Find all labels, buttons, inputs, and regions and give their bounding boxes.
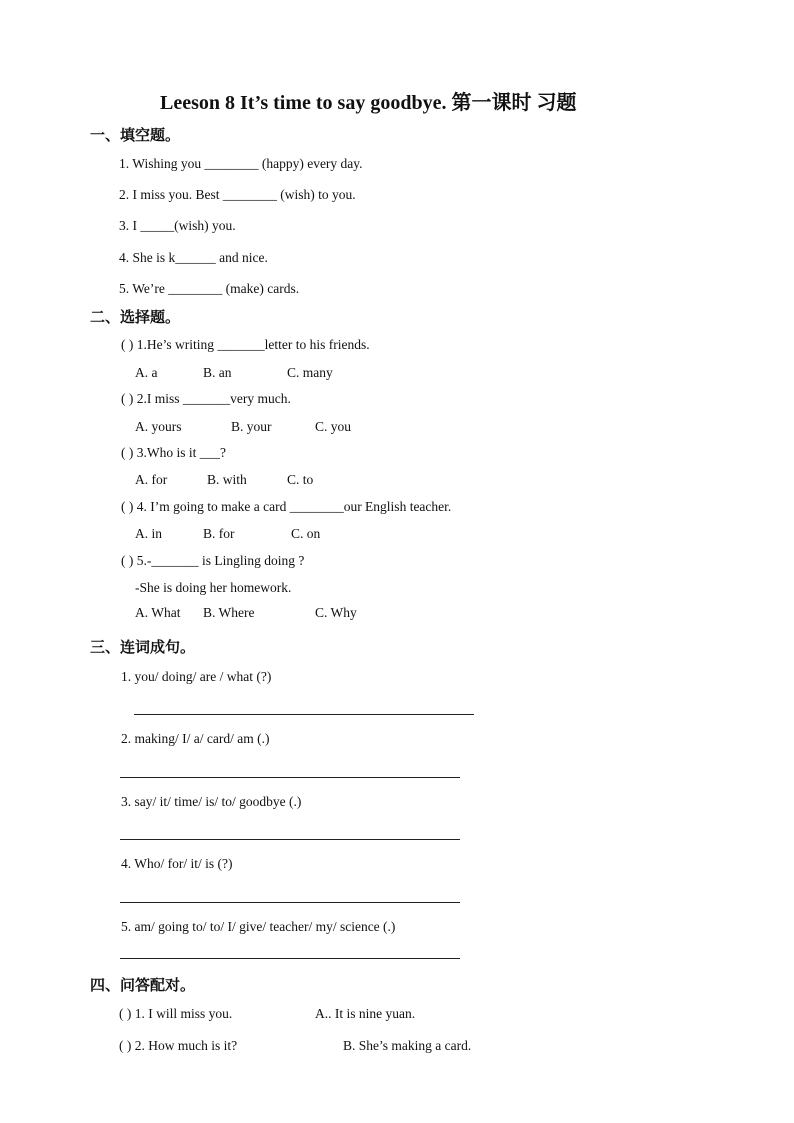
- answer-line-3: [120, 839, 460, 840]
- choice-2-option-b: B. your: [231, 419, 272, 434]
- fill-blank-item-5: 5. We’re ________ (make) cards.: [119, 281, 300, 296]
- choice-3-option-b: B. with: [207, 472, 247, 487]
- choice-4-option-a: A. in: [135, 526, 162, 541]
- sentence-prompt-1: 1. you/ doing/ are / what (?): [121, 669, 272, 684]
- choice-1-option-a: A. a: [135, 365, 158, 380]
- choice-5-option-c: C. Why: [315, 605, 357, 620]
- choice-2-option-a: A. yours: [135, 419, 182, 434]
- answer-line-2: [120, 777, 460, 778]
- choice-1-option-b: B. an: [203, 365, 232, 380]
- answer-line-5: [120, 958, 460, 959]
- answer-line-1: [134, 714, 474, 715]
- section-heading-matching: 四、问答配对。: [90, 976, 196, 994]
- choice-question-5: ( ) 5.-_______ is Lingling doing ?: [121, 553, 305, 568]
- choice-4-option-b: B. for: [203, 526, 235, 541]
- choice-3-option-c: C. to: [287, 472, 314, 487]
- fill-blank-item-1: 1. Wishing you ________ (happy) every day.: [119, 156, 363, 171]
- section-heading-fill-blank: 一、填空题。: [90, 126, 181, 144]
- sentence-prompt-2: 2. making/ I/ a/ card/ am (.): [121, 731, 270, 746]
- sentence-prompt-3: 3. say/ it/ time/ is/ to/ goodbye (.): [121, 794, 302, 809]
- choice-5-option-b: B. Where: [203, 605, 255, 620]
- choice-2-option-c: C. you: [315, 419, 352, 434]
- choice-5-option-a: A. What: [135, 605, 181, 620]
- choice-question-3: ( ) 3.Who is it ___?: [121, 445, 226, 460]
- match-question-1: ( ) 1. I will miss you.: [119, 1006, 233, 1021]
- choice-question-1: ( ) 1.He’s writing _______letter to his friends.: [121, 337, 370, 352]
- match-question-2: ( ) 2. How much is it?: [119, 1038, 238, 1053]
- choice-1-option-c: C. many: [287, 365, 333, 380]
- fill-blank-item-4: 4. She is k______ and nice.: [119, 250, 268, 265]
- section-heading-multiple-choice: 二、选择题。: [90, 308, 181, 326]
- match-answer-b: B. She’s making a card.: [343, 1038, 472, 1053]
- choice-3-option-a: A. for: [135, 472, 168, 487]
- fill-blank-item-3: 3. I _____(wish) you.: [119, 218, 236, 233]
- choice-5-answer-line: -She is doing her homework.: [135, 580, 292, 595]
- sentence-prompt-5: 5. am/ going to/ to/ I/ give/ teacher/ my/ science (.): [121, 919, 396, 934]
- choice-4-option-c: C. on: [291, 526, 321, 541]
- page-title: Leeson 8 It’s time to say goodbye. 第一课时 习题: [160, 92, 577, 114]
- match-answer-a: A.. It is nine yuan.: [315, 1006, 416, 1021]
- choice-question-4: ( ) 4. I’m going to make a card ________our English teacher.: [121, 499, 452, 514]
- section-heading-sentence-building: 三、连词成句。: [90, 638, 196, 656]
- fill-blank-item-2: 2. I miss you. Best ________ (wish) to you.: [119, 187, 356, 202]
- sentence-prompt-4: 4. Who/ for/ it/ is (?): [121, 856, 233, 871]
- answer-line-4: [120, 902, 460, 903]
- choice-question-2: ( ) 2.I miss _______very much.: [121, 391, 291, 406]
